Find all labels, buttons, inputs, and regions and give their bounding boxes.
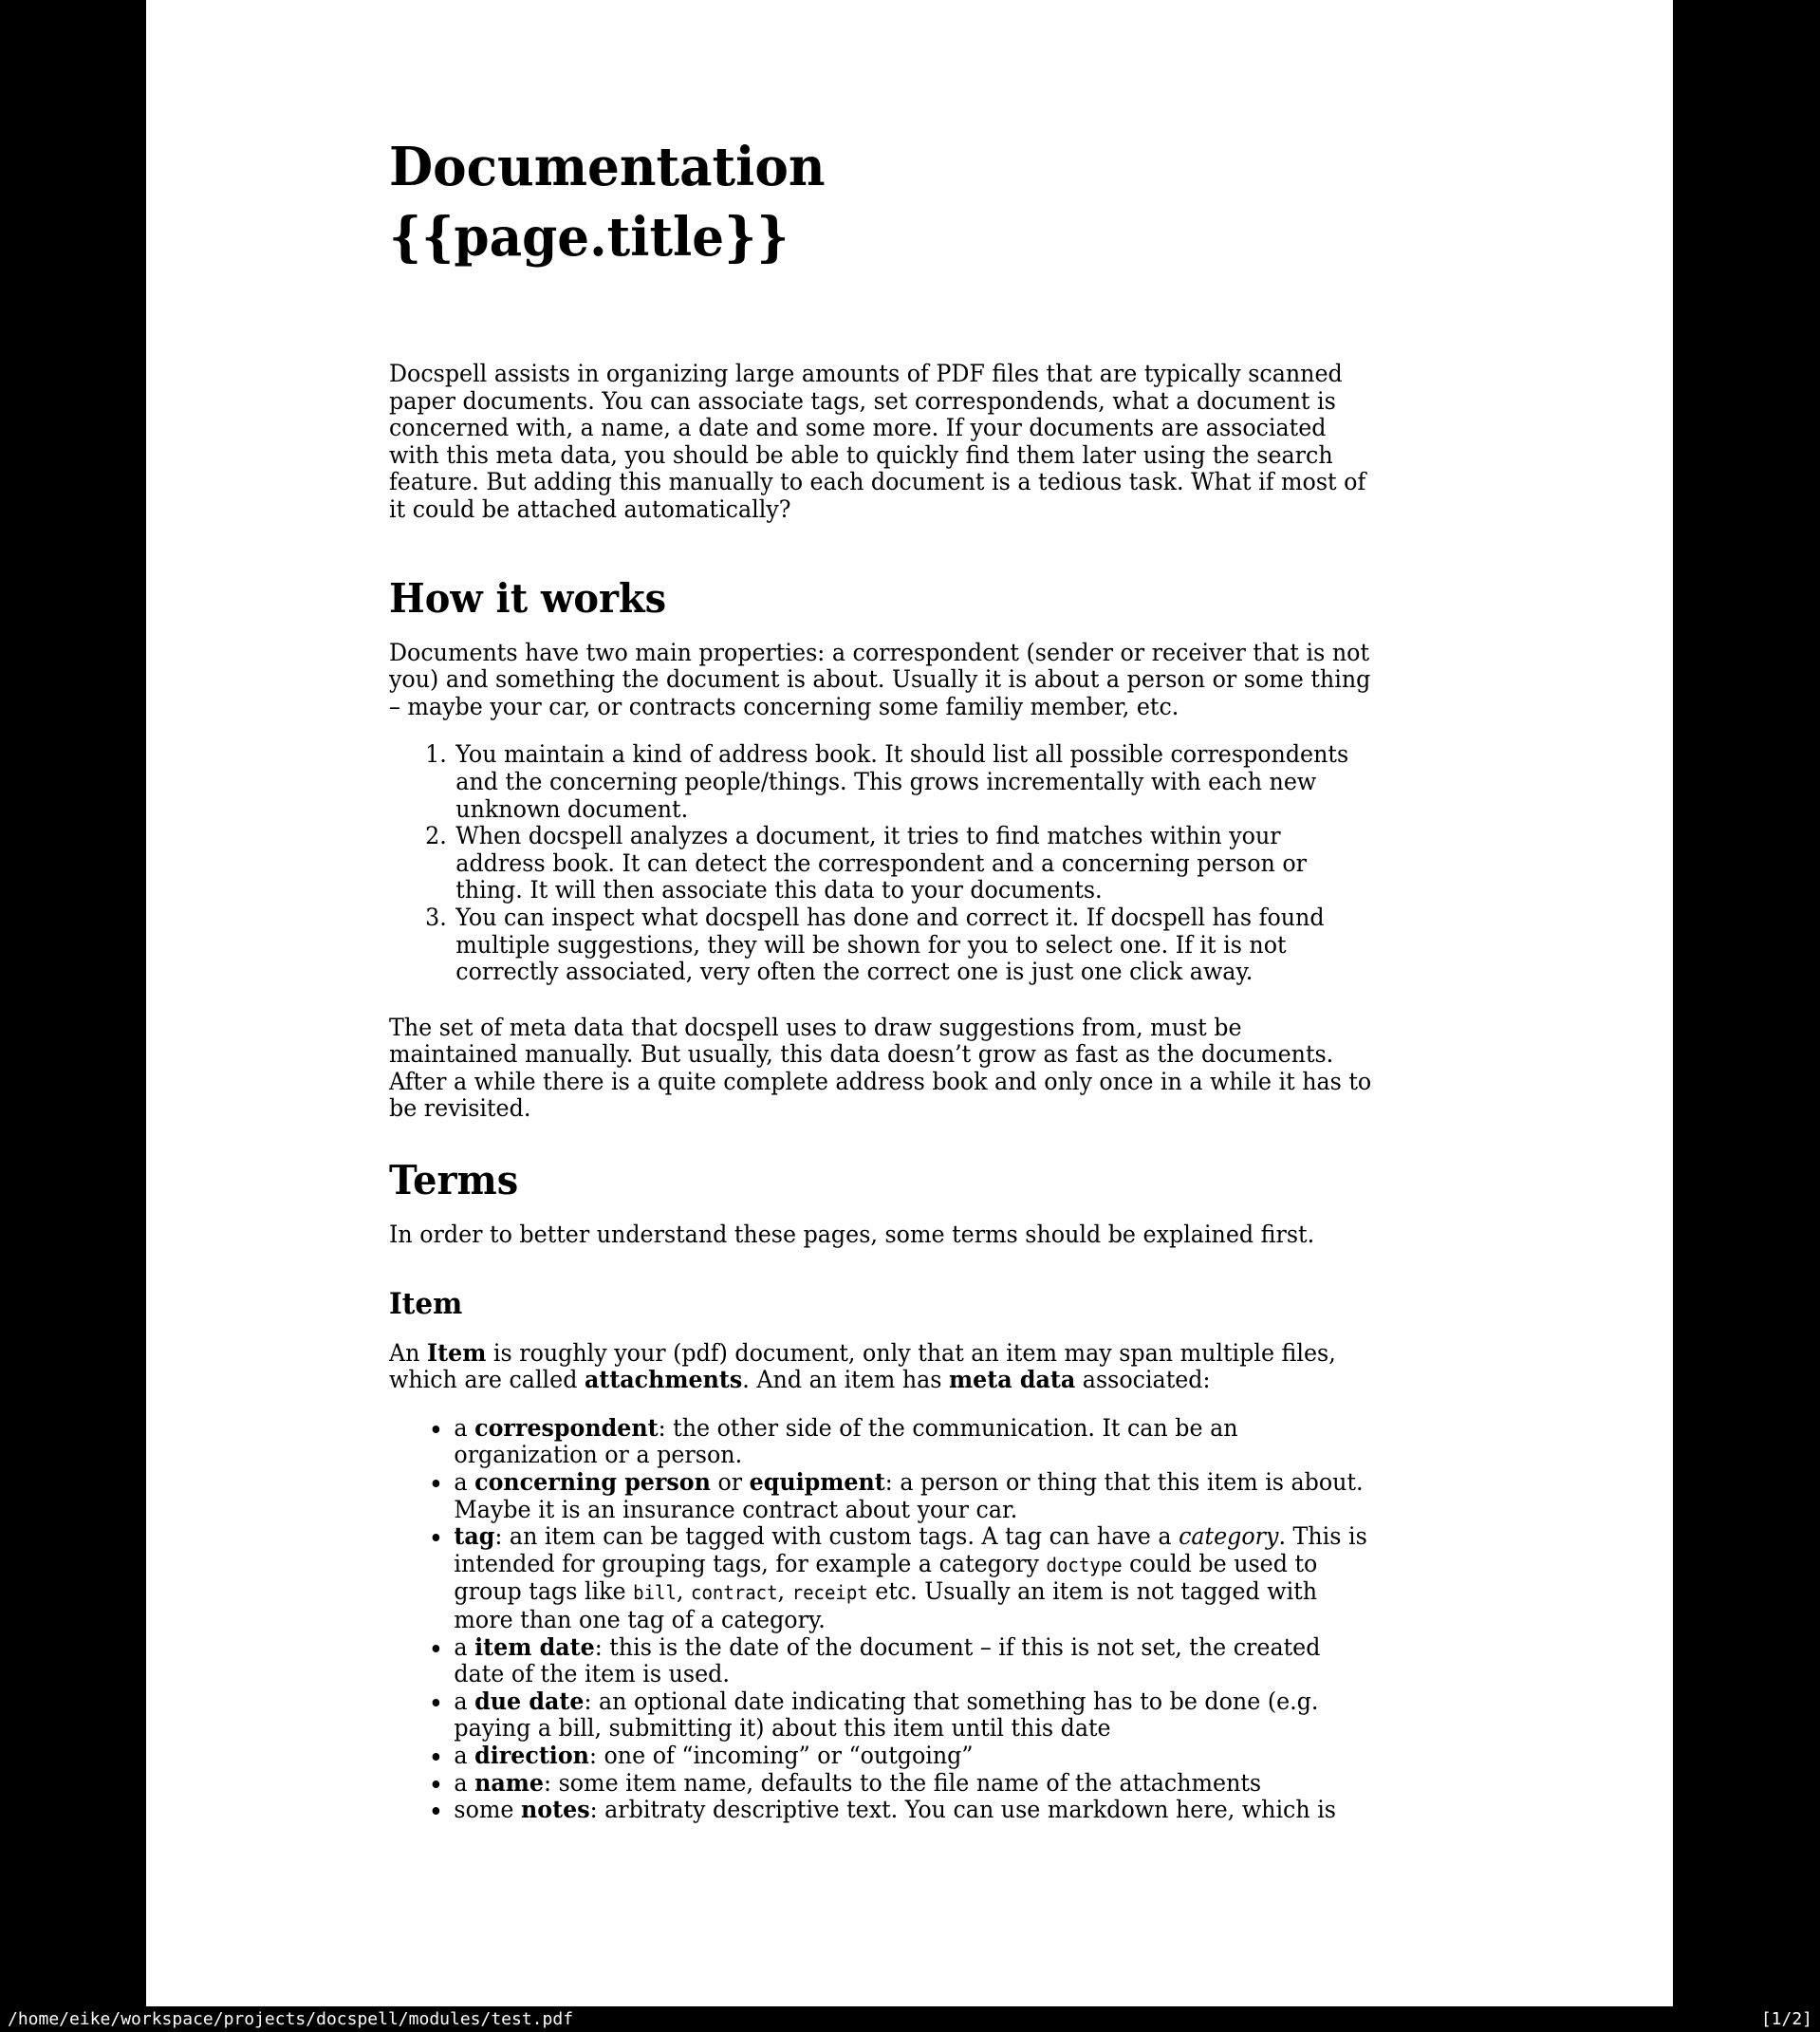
numbered-step: 1. You maintain a kind of address book. It should list all possible correspondents and the concerning people/things. This grows incrementally with each new unknown document. — [454, 741, 1371, 823]
pdf-page[interactable] — [146, 0, 1673, 2006]
doc-title: Documentation — [389, 136, 826, 198]
section-heading-terms: Terms — [389, 1157, 519, 1204]
document-content — [389, 0, 1372, 1824]
meta-data-bullet: • a concerning person or equipment: a person or thing that this item is about. Maybe it is an insurance contract about your car. — [453, 1469, 1372, 1523]
statusbar-file-path: /home/eike/workspace/projects/docspell/modules/test.pdf — [8, 2009, 574, 2029]
meta-data-bullet: • a item date: this is the date of the document – if this is not set, the created date of the item is used. — [453, 1634, 1372, 1688]
item-definition-paragraph: An Item is roughly your (pdf) document, only that an item may span multiple files, which are called attachments. And an item has meta data associated: — [389, 1338, 1336, 1394]
item-meta-data-list — [389, 1415, 1372, 1824]
numbered-step: 2. When docspell analyzes a document, it tries to find matches within your address book. It can detect the correspondent and a concerning person or thing. It will then associate this data to your documents. — [454, 823, 1371, 904]
terms-intro-paragraph: In order to better understand these pages, some terms should be explained first. — [389, 1221, 1315, 1249]
how-it-works-steps — [389, 741, 1372, 985]
meta-data-bullet: • a due date: an optional date indicating that something has to be done (e.g. paying a bill, submitting it) about this item until this date — [453, 1688, 1372, 1743]
intro-paragraph: Docspell assists in organizing large amounts of PDF files that are typically scanned paper documents. You can associate tags, set correspondends, what a document is concerned with, a name, a date and some more. If your documents are associated with this meta data, you should be able to quickly find them later using the search feature. But adding this manually to each document is a tedious task. What if most of it could be attached automatically? — [389, 360, 1366, 523]
numbered-step: 3. You can inspect what docspell has done and correct it. If docspell has found multiple suggestions, they will be shown for you to select one. If it is not correctly associated, very often the correct one is just one click away. — [454, 904, 1371, 986]
section-heading-how-it-works: How it works — [389, 574, 667, 622]
meta-data-bullet: • a direction: one of “incoming” or “outgoing” — [453, 1743, 1372, 1770]
meta-data-bullet: • some notes: arbitraty descriptive text. You can use markdown here, which is — [453, 1797, 1372, 1824]
meta-data-bullet: • a correspondent: the other side of the communication. It can be an organization or a person. — [453, 1415, 1372, 1469]
meta-data-bullet: • tag: an item can be tagged with custom tags. A tag can have a category. This is intended for grouping tags, for example a category doctype could be used to group tags like bill, contract, receipt etc. Usually an item is not tagged with more than one tag of a category. — [453, 1523, 1372, 1633]
meta-data-bullet: • a name: some item name, defaults to the file name of the attachments — [453, 1770, 1372, 1798]
statusbar-page-indicator: [1/2] — [1760, 2009, 1812, 2029]
doc-subtitle-template-var: {{page.title}} — [389, 206, 789, 269]
how-it-works-paragraph: Documents have two main properties: a correspondent (sender or receiver that is not you) and something the document is about. Usually it is about a person or some thing – maybe your car, or contracts concerning some familiy member, etc. — [389, 638, 1371, 720]
subsection-heading-item: Item — [389, 1286, 463, 1321]
statusbar — [0, 2006, 1820, 2032]
how-it-works-closing-paragraph: The set of meta data that docspell uses to draw suggestions from, must be maintained manually. But usually, this data doesn’t grow as fast as the documents. After a while there is a quite complete address book and only once in a while it has to be revisited. — [389, 1013, 1372, 1123]
